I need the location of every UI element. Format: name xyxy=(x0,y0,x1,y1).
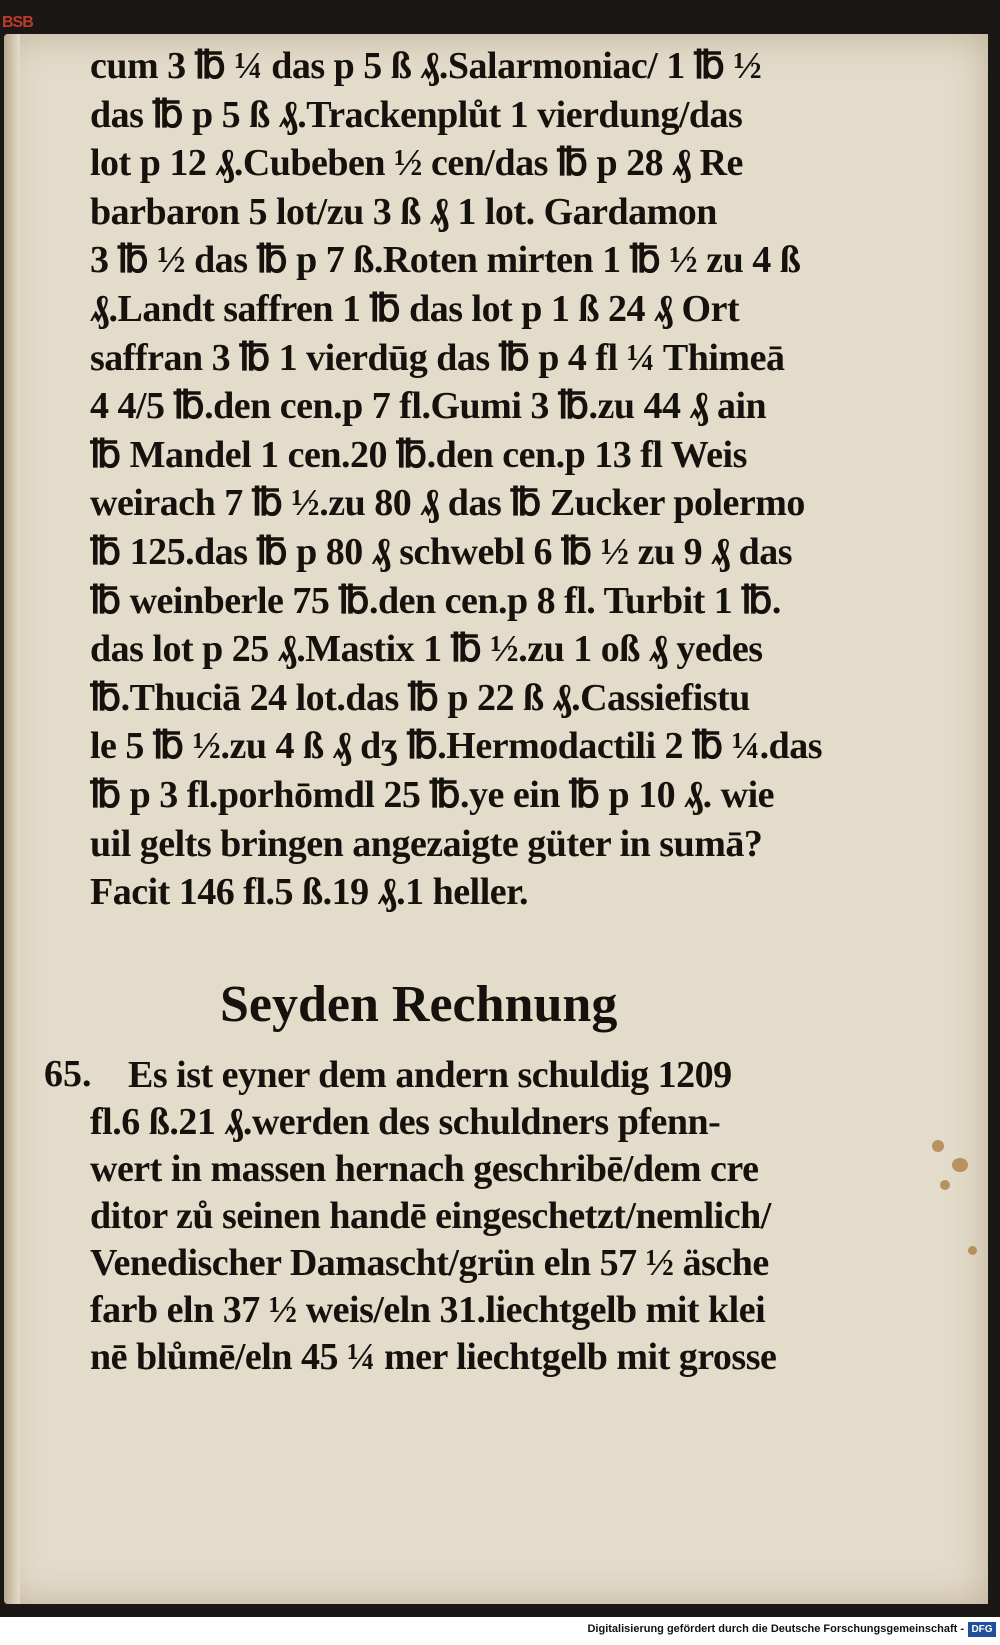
problem-number: 65. xyxy=(44,1053,92,1095)
text-line: cum 3 ℔ ¼ das p 5 ß ₰.Salarmoniac/ 1 ℔ ½ xyxy=(90,45,762,87)
text-line: ₰.Landt saffren 1 ℔ das lot p 1 ß 24 ₰ Ort xyxy=(90,287,740,330)
text-line: barbaron 5 lot/zu 3 ß ₰ 1 lot. Gardamon xyxy=(90,190,717,233)
text-line: das lot p 25 ₰.Mastix 1 ℔ ½.zu 1 oß ₰ yedes xyxy=(90,628,763,671)
text-line: lot p 12 ₰.Cubeben ½ cen/das ℔ p 28 ₰ Re xyxy=(90,142,743,185)
text-line: saffran 3 ℔ 1 vierdūg das ℔ p 4 fl ¼ Thimeā xyxy=(90,336,785,379)
body-text-block xyxy=(90,42,890,917)
text-line: Venedischer Damascht/grün eln 57 ½ äsche xyxy=(90,1242,769,1284)
ink-stain xyxy=(932,1140,944,1152)
funding-credit: Digitalisierung gefördert durch die Deutsche Forschungsgemeinschaft - xyxy=(587,1623,964,1635)
page-edge-shadow xyxy=(4,34,20,1604)
text-line: Es ist eyner dem andern schuldig 1209 xyxy=(128,1054,732,1096)
text-line: farb eln 37 ½ weis/eln 31.liechtgelb mit klei xyxy=(90,1289,766,1331)
section-heading: Seyden Rechnung xyxy=(220,976,618,1033)
text-line: ℔.Thuciā 24 lot.das ℔ p 22 ß ₰.Cassiefistu xyxy=(90,676,750,719)
text-line: ℔ 125.das ℔ p 80 ₰ schwebl 6 ℔ ½ zu 9 ₰ das xyxy=(90,530,793,573)
bsb-watermark: BSB xyxy=(2,14,33,31)
text-line: wert in massen hernach geschribē/dem cre xyxy=(90,1148,759,1190)
ink-stain xyxy=(952,1158,968,1172)
text-line: ditor zů seinen handē eingeschetzt/nemlich/ xyxy=(90,1195,771,1237)
text-line: ℔ weinberle 75 ℔.den cen.p 8 fl. Turbit 1 ℔. xyxy=(90,579,781,622)
text-line: nē blůmē/eln 45 ¼ mer liechtgelb mit grosse xyxy=(90,1336,777,1378)
dfg-logo-icon: DFG xyxy=(968,1622,996,1637)
problem-text-block xyxy=(90,1052,890,1381)
text-line: ℔ Mandel 1 cen.20 ℔.den cen.p 13 fl Weis xyxy=(90,433,747,476)
text-line: fl.6 ß.21 ₰.werden des schuldners pfenn- xyxy=(90,1101,721,1143)
digitization-footer xyxy=(0,1617,1000,1645)
text-line: das ℔ p 5 ß ₰.Trackenplůt 1 vierdung/das xyxy=(90,93,743,136)
text-line: weirach 7 ℔ ½.zu 80 ₰ das ℔ Zucker polermo xyxy=(90,482,805,525)
answer-line: Facit 146 fl.5 ß.19 ₰.1 heller. xyxy=(90,871,528,914)
ink-stain xyxy=(968,1246,977,1255)
ink-stain xyxy=(940,1180,950,1190)
text-line: ℔ p 3 fl.porhōmdl 25 ℔.ye ein ℔ p 10 ₰. wie xyxy=(90,773,774,816)
text-line: le 5 ℔ ½.zu 4 ß ₰ dʒ ℔.Hermodactili 2 ℔ ¼.das xyxy=(90,725,823,768)
text-line: 4 4/5 ℔.den cen.p 7 fl.Gumi 3 ℔.zu 44 ₰ ain xyxy=(90,385,767,428)
text-line: 3 ℔ ½ das ℔ p 7 ß.Roten mirten 1 ℔ ½ zu 4 ß xyxy=(90,239,801,282)
text-line: uil gelts bringen angezaigte güter in sumā? xyxy=(90,822,763,865)
